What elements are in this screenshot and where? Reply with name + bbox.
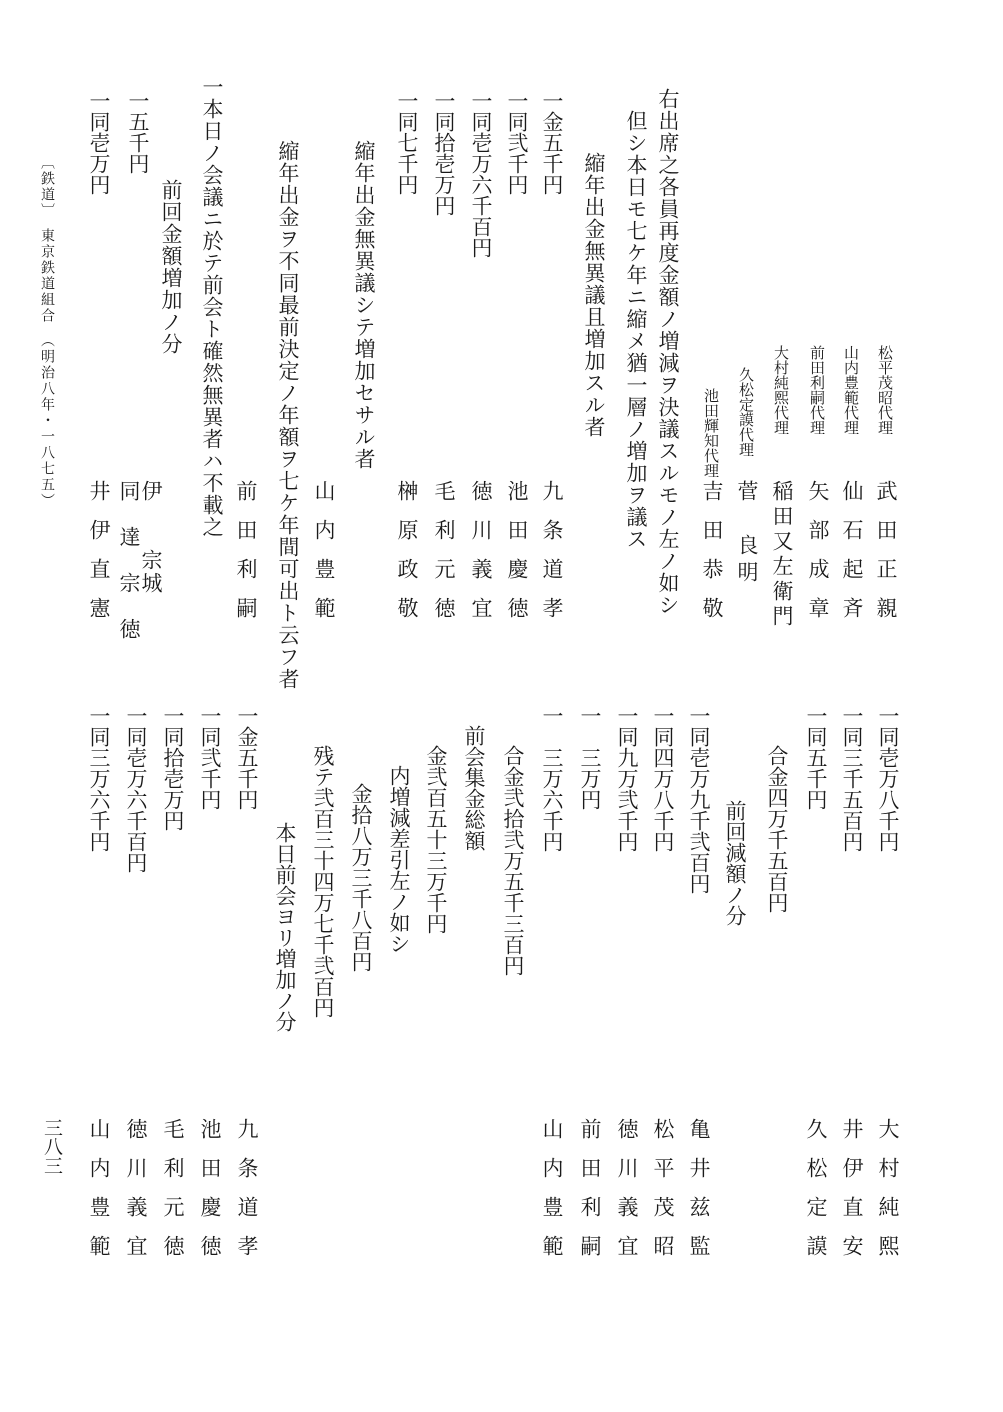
- amount: 一同三万六千円: [87, 705, 111, 852]
- amount: 一同四万八千円: [651, 705, 675, 852]
- section-heading-prev-increase: 前回金額増加ノ分: [159, 179, 183, 355]
- amount: 一同拾壱万円: [161, 705, 185, 831]
- donor-name: 毛利元徳: [161, 1118, 185, 1274]
- donor-name-sub: 同 達 宗 徳: [117, 480, 141, 641]
- amount: 一同九万弐千円: [615, 705, 639, 852]
- amount: 一同壱万九千弐百円: [687, 705, 711, 894]
- attendee-role: 松平茂昭代理: [876, 345, 894, 435]
- donor-name: 山内豊範: [87, 1118, 111, 1274]
- diff-heading: 内増減差引左ノ如シ: [387, 765, 411, 954]
- amount: 一五千円: [126, 90, 150, 174]
- running-head: 〔鉄道〕 東京鉄道組合 （明治八年・一八七五）: [39, 155, 55, 509]
- attendee-name: 稲田又左衛門: [770, 480, 794, 630]
- section-heading-increase: 縮年出金無異議且増加スル者: [582, 152, 606, 438]
- amount: 一同壱万六千百円: [124, 705, 148, 873]
- attendee-role: 前田利嗣代理: [808, 345, 826, 435]
- total-value: 金弐百五十三万千円: [424, 745, 448, 934]
- amount: 一 三万六千円: [540, 705, 564, 852]
- amount: 一同壱万円: [87, 90, 111, 195]
- attendee-role: 久松定謨代理: [737, 367, 755, 457]
- attendee-name: 吉田恭敬: [700, 480, 724, 636]
- resolution-proviso: 但シ本日モ七ケ年ニ縮メ猶一層ノ増加ヲ議ス: [624, 110, 648, 550]
- donor-name: 井伊直憲: [87, 480, 111, 636]
- attendee-name: 菅 良明: [735, 480, 759, 588]
- section-heading-decrease: 前回減額ノ分: [723, 800, 747, 926]
- amount: 一同弐千円: [198, 705, 222, 810]
- amount: 一同五千円: [804, 705, 828, 810]
- resolution-text: 右出席之各員再度金額ノ増減ヲ決議スルモノ左ノ如シ: [656, 88, 680, 616]
- diff-value: 金拾八万三千八百円: [349, 783, 373, 972]
- donor-name: 井伊直安: [840, 1118, 864, 1274]
- sum: 合金弐拾弐万五千三百円: [501, 745, 525, 976]
- amount: 一金五千円: [235, 705, 259, 810]
- donor-name: 伊 宗城: [139, 480, 163, 595]
- donor-name: 前田利嗣: [578, 1118, 602, 1274]
- donor-name: 池田慶徳: [505, 480, 529, 636]
- donor-name: 徳川義宜: [469, 480, 493, 636]
- amount: 一同弐千円: [505, 90, 529, 195]
- donor-name: 毛利元徳: [432, 480, 456, 636]
- attendee-role: 大村純熙代理: [772, 345, 790, 435]
- attendee-name: 武田正親: [874, 480, 898, 636]
- section-heading-different: 縮年出金ヲ不同最前決定ノ年額ヲ七ケ年間可出ト云フ者: [276, 140, 300, 690]
- donor-name: 山内豊範: [312, 480, 336, 636]
- amount: 一同七千円: [395, 90, 419, 195]
- page-number: 三八三: [41, 1118, 63, 1175]
- donor-name: 大村純熙: [876, 1118, 900, 1274]
- sum: 合金四万千五百円: [765, 745, 789, 913]
- donor-name: 九条道孝: [235, 1118, 259, 1274]
- amount: 一同拾壱万円: [432, 90, 456, 216]
- total-heading: 前会集金総額: [462, 725, 486, 851]
- donor-name: 山内豊範: [540, 1118, 564, 1274]
- remaining-value: 残テ弐百三十四万七千弐百円: [311, 745, 335, 1018]
- amount: 一 三万円: [578, 705, 602, 810]
- donor-name: 榊原政敬: [395, 480, 419, 636]
- attendee-role: 山内豊範代理: [842, 345, 860, 435]
- donor-name: 亀井兹監: [687, 1118, 711, 1274]
- donor-name: 久松定謨: [804, 1118, 828, 1274]
- donor-name: 前田利嗣: [234, 480, 258, 636]
- section-heading-no-increase: 縮年出金無異議シテ増加セサル者: [352, 140, 376, 470]
- donor-name: 松平茂昭: [651, 1118, 675, 1274]
- donor-name: 徳川義宜: [124, 1118, 148, 1274]
- absent-note: 一本日ノ会議ニ於テ前会ト確然無異者ハ不載之: [200, 76, 224, 538]
- donor-name: 九条道孝: [540, 480, 564, 636]
- attendee-role: 池田輝知代理: [702, 388, 720, 478]
- donor-name: 池田慶徳: [198, 1118, 222, 1274]
- attendee-name: 矢部成章: [806, 480, 830, 636]
- attendee-name: 仙石起斉: [840, 480, 864, 636]
- amount: 一同壱万八千円: [876, 705, 900, 852]
- donor-name: 徳川義宜: [615, 1118, 639, 1274]
- section-heading-increase-today: 本日前会ヨリ増加ノ分: [273, 822, 297, 1032]
- amount: 一金五千円: [540, 90, 564, 195]
- amount: 一同三千五百円: [840, 705, 864, 852]
- amount: 一同壱万六千百円: [469, 90, 493, 258]
